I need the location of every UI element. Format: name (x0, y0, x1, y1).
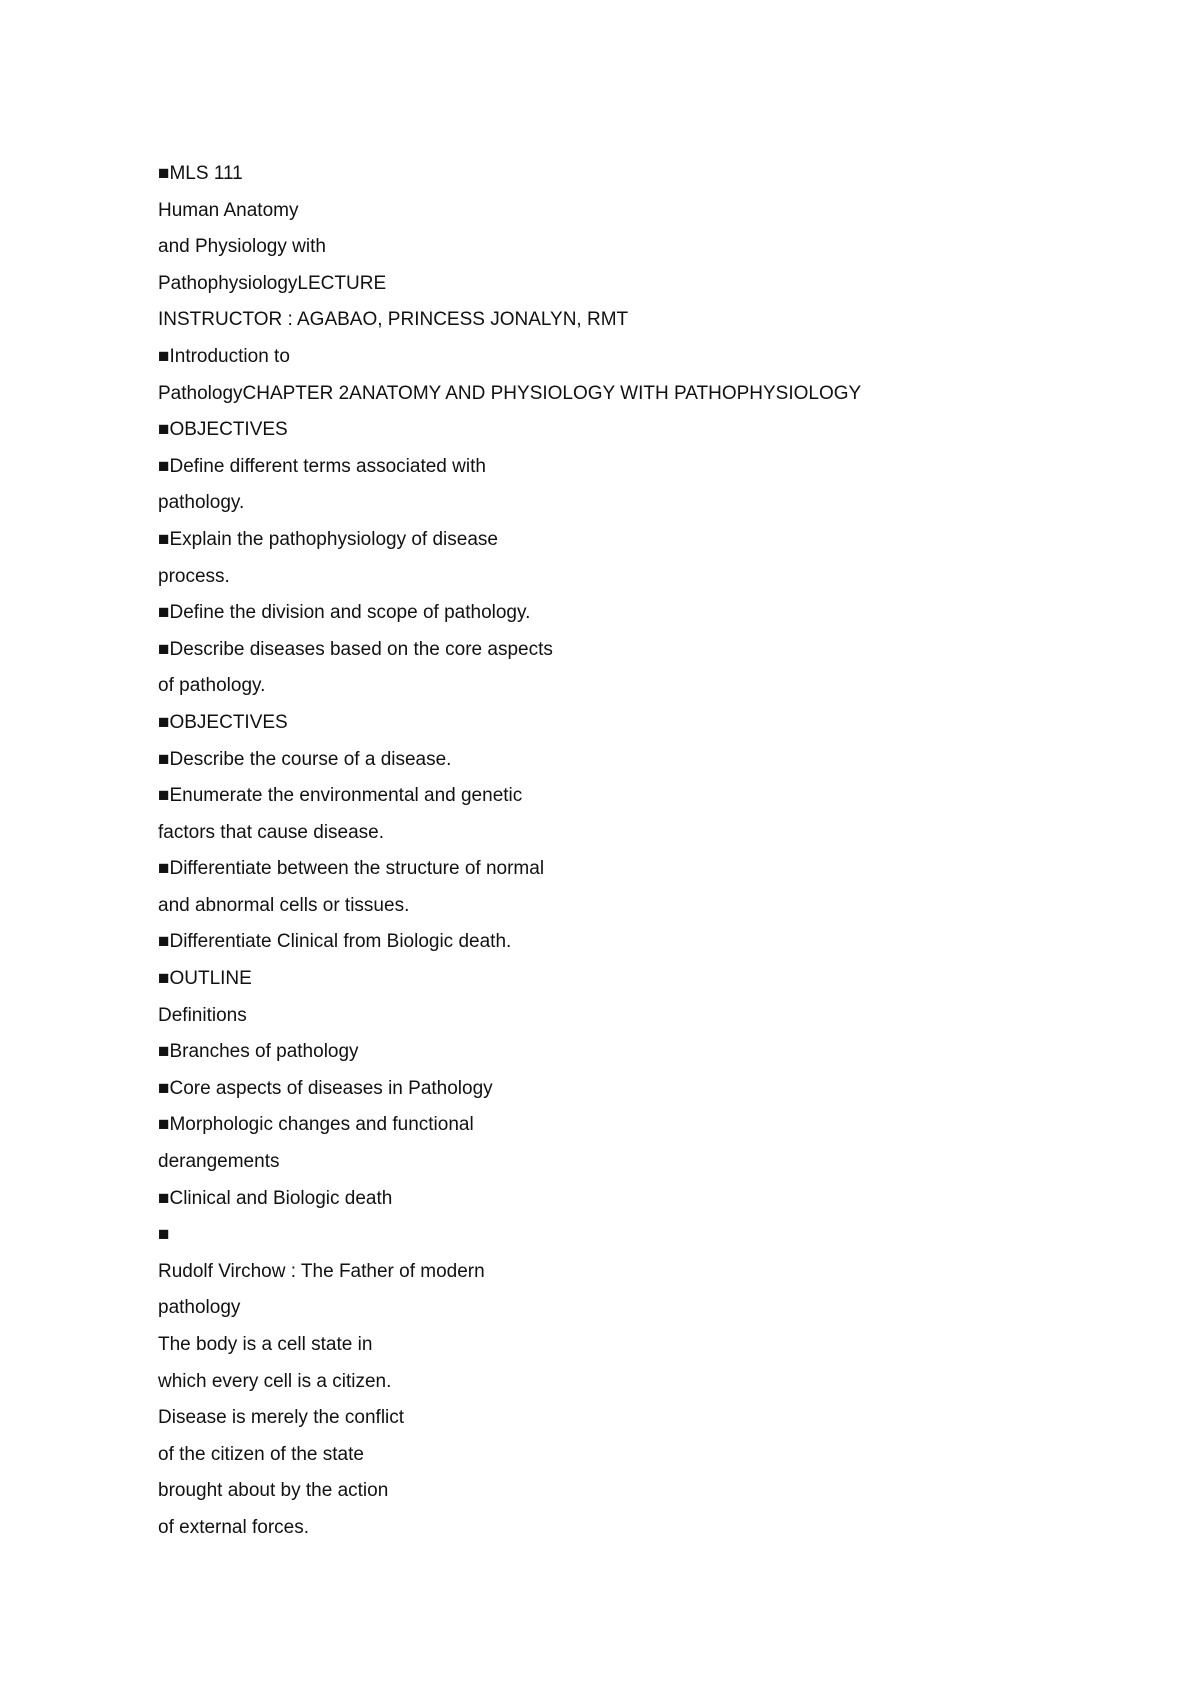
text-line: ■Clinical and Biologic death (158, 1187, 393, 1209)
text-line: ■Differentiate between the structure of normal (158, 858, 545, 880)
text-line: of pathology. (158, 675, 266, 697)
text-line: ■ (158, 1224, 170, 1246)
text-line: ■MLS 111 (158, 163, 243, 184)
text-line: factors that cause disease. (158, 821, 385, 843)
text-line: which every cell is a citizen. (158, 1370, 392, 1392)
text-line: PathologyCHAPTER 2ANATOMY AND PHYSIOLOGY WITH PATHOPHYSIOLOGY (158, 382, 862, 404)
text-line: ■Branches of pathology (158, 1041, 359, 1063)
text-line: ■Morphologic changes and functional (158, 1114, 474, 1136)
text-line: of external forces. (158, 1516, 310, 1538)
text-line: ■Define the division and scope of pathology. (158, 602, 531, 624)
text-line: ■OBJECTIVES (158, 419, 288, 441)
text-line: PathophysiologyLECTURE (158, 272, 387, 294)
text-line: ■OUTLINE (158, 968, 252, 990)
text-line: INSTRUCTOR : AGABAO, PRINCESS JONALYN, RMT (158, 309, 629, 331)
text-line: and Physiology with (158, 236, 326, 258)
text-line: Disease is merely the conflict (158, 1407, 405, 1429)
text-line: ■Core aspects of diseases in Pathology (158, 1077, 493, 1099)
text-line: ■Introduction to (158, 345, 290, 367)
text-line: derangements (158, 1151, 280, 1173)
text-line: ■Define different terms associated with (158, 455, 486, 477)
text-line: Definitions (158, 1004, 247, 1026)
text-line: and abnormal cells or tissues. (158, 894, 410, 916)
text-line: ■Enumerate the environmental and genetic (158, 785, 523, 807)
text-line: pathology. (158, 492, 245, 514)
text-line: ■Differentiate Clinical from Biologic death. (158, 931, 512, 953)
text-line: ■Explain the pathophysiology of disease (158, 528, 498, 550)
text-line: process. (158, 565, 230, 587)
document-text (158, 156, 1158, 1547)
text-line: Human Anatomy (158, 199, 299, 221)
text-line: brought about by the action (158, 1480, 389, 1502)
text-line: ■Describe diseases based on the core aspects (158, 638, 553, 660)
text-line: The body is a cell state in (158, 1334, 373, 1355)
text-line: pathology (158, 1297, 241, 1319)
text-line: of the citizen of the state (158, 1443, 364, 1465)
text-line: Rudolf Virchow : The Father of modern (158, 1260, 485, 1282)
text-line: ■Describe the course of a disease. (158, 748, 452, 770)
text-line: ■OBJECTIVES (158, 711, 288, 733)
